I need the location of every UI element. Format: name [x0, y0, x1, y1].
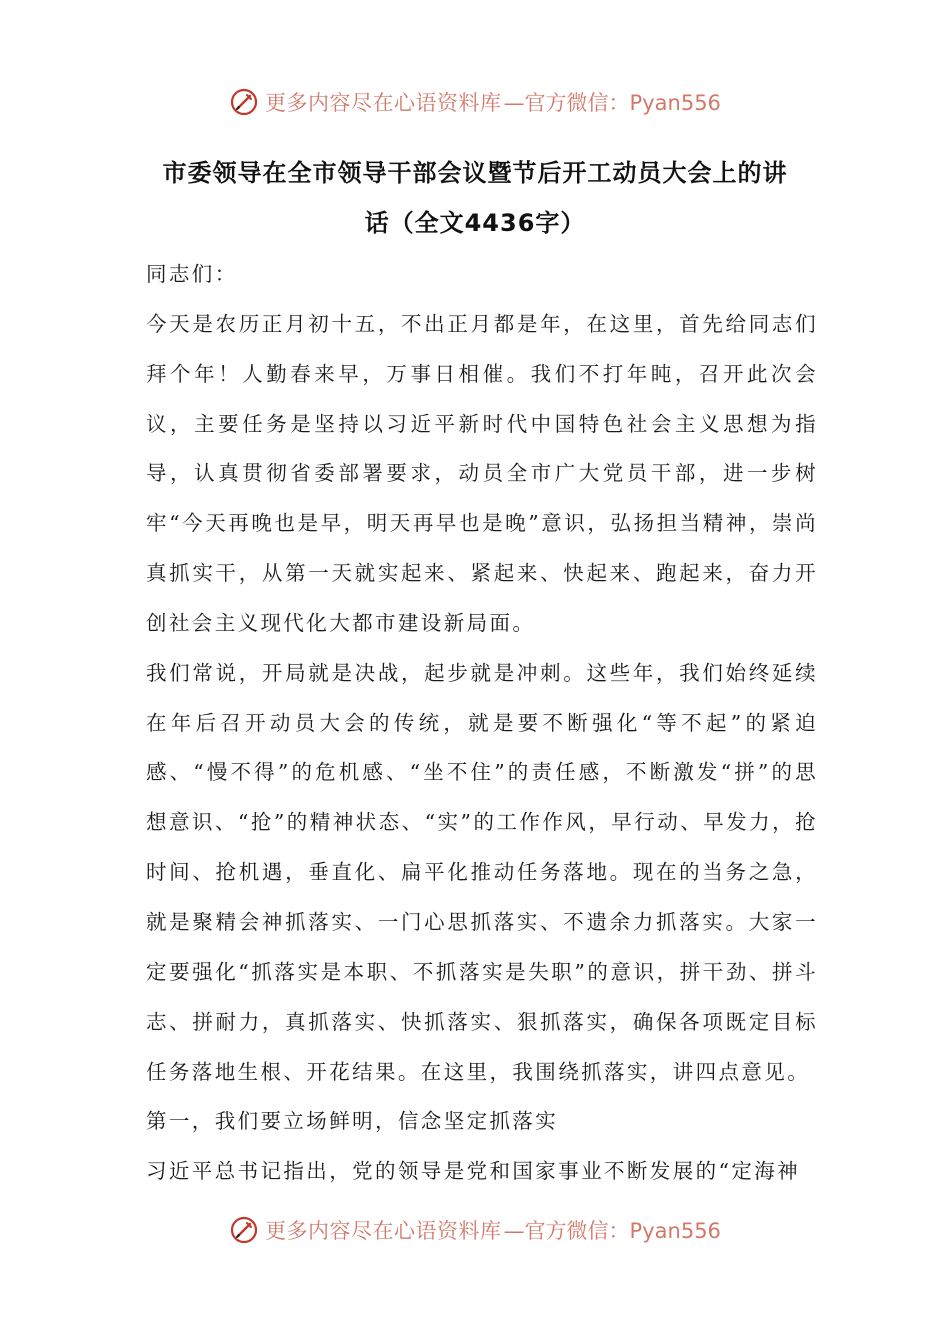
- document-body: [146, 250, 818, 1197]
- salutation: 同志们：: [146, 262, 238, 286]
- banner-brand-text: 更多内容尽在心语资料库: [265, 91, 502, 115]
- paragraph-3: 习近平总书记指出，党的领导是党和国家事业不断发展的“定海神: [146, 1159, 801, 1184]
- banner-contact-text: —官方微信：Pyan556: [503, 91, 721, 115]
- header-banner: [0, 82, 950, 122]
- banner-brand-text: 更多内容尽在心语资料库: [265, 1219, 502, 1243]
- pen-logo-icon: [229, 87, 259, 117]
- document-title-line-2: 话（全文4436字）: [364, 209, 586, 237]
- pen-logo-icon: [229, 1215, 259, 1245]
- document-title-line-1: 市委领导在全市领导干部会议暨节后开工动员大会上的讲: [162, 159, 788, 187]
- banner-contact-text: —官方微信：Pyan556: [503, 1219, 721, 1243]
- section-heading-1: 第一，我们要立场鲜明，信念坚定抓落实: [146, 1109, 559, 1134]
- footer-banner: [0, 1210, 950, 1250]
- paragraph-1: 今天是农历正月初十五，不出正月都是年，在这里，首先给同志们拜个年！人勤春来早，万事日相催。我们不打年盹，召开此次会议，主要任务是坚持以习近平新时代中国特色社会主义思想为指导，认真贯彻省委部署要求，动员全市广大党员干部，进一步树牢“今天再晚也是早，明天再早也是晚”意识，弘扬担当精神，崇尚真抓实干，从第一天就实起来、紧起来、快起来、跑起来，奋力开创社会主义现代化大都市建设新局面。: [146, 311, 818, 635]
- paragraph-2: 我们常说，开局就是决战，起步就是冲刺。这些年，我们始终延续在年后召开动员大会的传统，就是要不断强化“等不起”的紧迫感、“慢不得”的危机感、“坐不住”的责任感，不断激发“拼”的思想意识、“抢”的精神状态、“实”的工作作风，早行动、早发力，抢时间、抢机遇，垂直化、扁平化推动任务落地。现在的当务之急，就是聚精会神抓落实、一门心思抓落实、不遗余力抓落实。大家一定要强化“抓落实是本职、不抓落实是失职”的意识，拼干劲、拼斗志、拼耐力，真抓落实、快抓落实、狠抓落实，确保各项既定目标任务落地生根、开花结果。在这里，我围绕抓落实，讲四点意见。: [146, 660, 818, 1084]
